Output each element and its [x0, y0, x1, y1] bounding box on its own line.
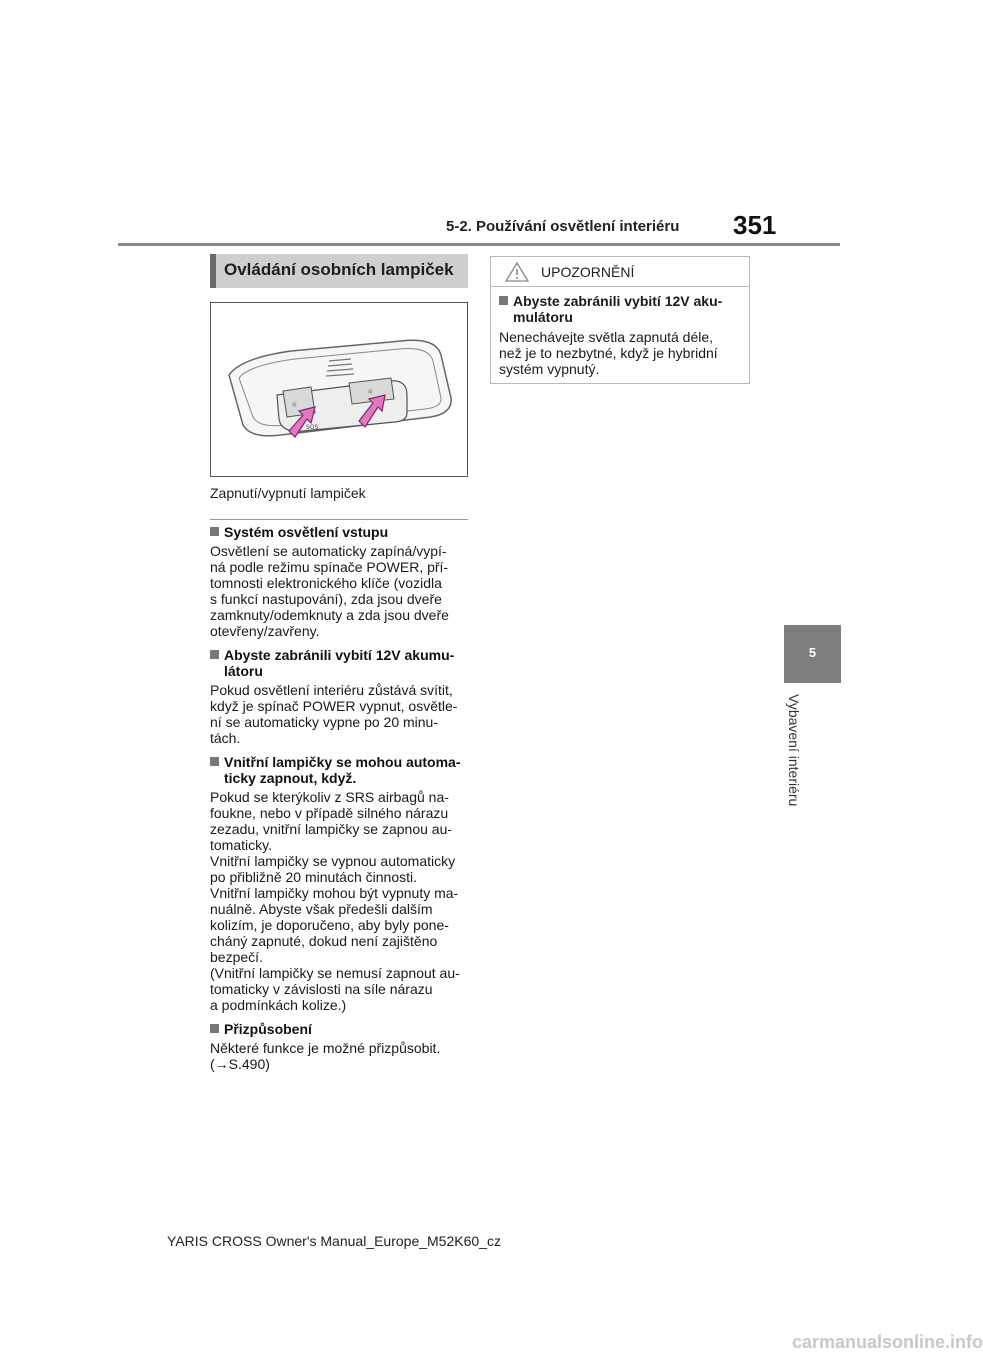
chapter-label: Vybavení interiéru — [786, 694, 802, 807]
footer — [0, 1233, 960, 1249]
section-divider — [210, 519, 468, 520]
section-header: 5-2. Používání osvětlení interiéru — [446, 218, 680, 235]
warning-subheading: Abyste zabránili vybití 12V aku- mulátoru — [513, 293, 723, 325]
note-heading: Přizpůsobení — [224, 1021, 312, 1037]
chapter-label-container — [780, 694, 808, 824]
chapter-tab[interactable] — [784, 625, 841, 683]
warning-title: UPOZORNĚNÍ — [541, 264, 635, 280]
lamp-illustration — [210, 302, 468, 477]
note-body: Některé funkce je možné přizpůsobit. (→S.490) — [210, 1040, 441, 1072]
note-heading: Abyste zabránili vybití 12V akumu- látoru — [224, 647, 455, 679]
note-item — [210, 1021, 470, 1072]
square-bullet-icon — [499, 296, 508, 305]
watermark: carmanualsonline.info — [792, 1332, 983, 1352]
note-body: Osvětlení se automaticky zapíná/vypí- ná podle režimu spínače POWER, pří- tomnosti elektronického klíče (vozidla s funkcí nastupování), zda jsou dveře zamknuty/odemknuty a zda jsou dveře otevřeny/zavřeny. — [210, 543, 449, 639]
warning-box — [490, 256, 750, 384]
note-body: Pokud osvětlení interiéru zůstává svítit, když je spínač POWER vypnut, osvětle- ní se automaticky vypne po 20 minu- tách. — [210, 682, 458, 746]
notes-column — [210, 524, 470, 1080]
header-divider — [118, 243, 840, 246]
overhead-lamp-icon — [211, 303, 467, 476]
note-heading: Systém osvětlení vstupu — [224, 524, 389, 540]
svg-text:☼: ☼ — [291, 401, 298, 409]
chapter-number: 5 — [808, 645, 817, 660]
note-item — [210, 647, 470, 746]
warning-text: Nenechávejte světla zapnutá déle, než je to nezbytné, když je hybridní systém vypnutý. — [499, 329, 718, 377]
note-item — [210, 524, 470, 639]
note-heading: Vnitřní lampičky se mohou automa- ticky zapnout, když. — [224, 754, 461, 786]
square-bullet-icon — [210, 757, 219, 766]
figure-caption: Zapnutí/vypnutí lampiček — [210, 485, 366, 501]
note-body: Pokud se kterýkoliv z SRS airbagů na- foukne, nebo v případě silného nárazu zezadu, vnitřní lampičky se zapnou au- tomaticky. Vnitřní lampičky se vypnou automaticky po přibližně 20 minutách činnosti. Vnitřní lampičky mohou být vypnuty ma- nuálně. Abyste však předešli dalším kolizím, je doporučeno, aby byly pone- cháný zapnuté, dokud není zajištěno bezpečí. (Vnitřní lampičky se nemusí zapnout au- tomaticky v závislosti na síle nárazu a podmínkách kolize.) — [210, 789, 460, 1013]
svg-text:☼: ☼ — [367, 388, 374, 396]
square-bullet-icon — [210, 1024, 219, 1033]
svg-text:SOS: SOS — [306, 424, 319, 431]
note-item — [210, 754, 470, 1013]
section-title: Ovládání osobních lampiček — [210, 254, 468, 288]
square-bullet-icon — [210, 650, 219, 659]
page-number: 351 — [733, 210, 777, 240]
warning-triangle-icon — [505, 262, 529, 282]
footer-text: YARIS CROSS Owner's Manual_Europe_M52K60_cz — [167, 1233, 501, 1249]
square-bullet-icon — [210, 527, 219, 536]
